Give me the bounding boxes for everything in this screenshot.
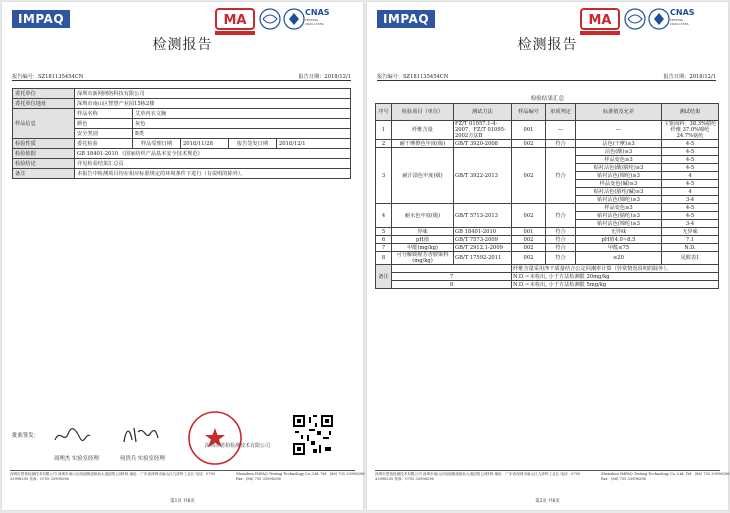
cell-verdict: 符合 (546, 204, 576, 228)
cell-result: 4-5 (662, 212, 719, 220)
sample-name-value: 艾草内衣文胸 (133, 109, 351, 119)
impaq-logo: IMPAQ (12, 10, 70, 28)
results-table (375, 103, 719, 289)
table-row (13, 159, 351, 169)
table-row (376, 148, 719, 156)
cell-result: 4 (662, 188, 719, 196)
header-divider (12, 80, 351, 81)
footer-contact: Shenzhen IMPAQ Testing Technology Co.,Ltd. Tel：(86) 755 33998296 Fax：(86) 755 33998296 (601, 472, 730, 481)
cell-item: 甲醛(mg/kg) (392, 244, 454, 252)
cell-item: 耐汗渍色牢度(级) (392, 148, 454, 204)
report-date: 报告日期：2018/12/1 (298, 74, 351, 80)
cell-no: 1 (376, 121, 392, 140)
client-label: 委托单位 (13, 89, 75, 99)
table-row (13, 149, 351, 159)
safety-class-value: B类 (133, 129, 351, 139)
table-row (13, 89, 351, 99)
cell-standard: 甲醛≤75 (576, 244, 662, 252)
cell-standard: ≤20 (576, 252, 662, 265)
cell-result: 4-5 (662, 156, 719, 164)
table-row (376, 252, 719, 265)
cell-method: GB/T 5713-2013 (454, 204, 512, 228)
cell-standard: pH值4.0~8.5 (576, 236, 662, 244)
page-footer (375, 470, 730, 481)
sample-info-label: 样品信息 (13, 109, 75, 139)
cell-standard: 无异味 (576, 228, 662, 236)
report-info-table (12, 88, 351, 179)
table-row (376, 244, 719, 252)
conclusion-label: 检验结论 (13, 159, 75, 169)
report-page-2 (367, 2, 728, 510)
cell-no: 5 (376, 228, 392, 236)
ilac-mark-icon (624, 8, 646, 30)
cnas-text-icon: CNAS TESTING CNAS L5556 (305, 8, 330, 26)
cell-standard: 样品变色(碱)≥3 (576, 180, 662, 188)
footer-address: 深圳市恩柏检测技术有限公司 深圳市南山区西丽街道留仙大道创智云城1栋 地址：广东省深圳市南山区九祥岭工业区 电话：0755 33998295 传真：0755 33998296 (375, 472, 581, 481)
cell-standard: 贴衬沾色(腈纶/碱)≥3 (576, 188, 662, 196)
cell-item: 可分解致癌芳香胺染料(mg/kg) (392, 252, 454, 265)
cell-no: 2 (376, 140, 392, 148)
cell-result: 4-5 (662, 204, 719, 212)
results-caption: 检验结果汇总 (530, 96, 565, 102)
basis-label: 检验依据 (13, 149, 75, 159)
cell-result: 4-5 (662, 164, 719, 172)
table-header-row (376, 104, 719, 121)
cell-no: 7 (376, 244, 392, 252)
cell-sample-no: 002 (512, 244, 546, 252)
cell-result: 4-5 (662, 148, 719, 156)
ilac-mark-icon (259, 8, 281, 30)
footer-address: 深圳市恩柏检测技术有限公司 深圳市南山区西丽街道留仙大道创智云城1栋 地址：广东省深圳市南山区九祥岭工业区 电话：0755 33998295 传真：0755 33998296 (10, 472, 216, 481)
col-header-method: 测试方法 (454, 104, 512, 121)
cell-standard: 样品变色≥3 (576, 156, 662, 164)
cell-result: 4 (662, 172, 719, 180)
col-header-no: 序号 (376, 104, 392, 121)
col-header-verdict: 单项判定 (546, 104, 576, 121)
color-label: 颜色 (75, 119, 133, 129)
page-footer (10, 470, 365, 481)
cell-no: 3 (376, 148, 392, 204)
note-ref (392, 265, 512, 273)
color-value: 灰色 (133, 119, 351, 129)
client-address-label: 委托单位地址 (13, 99, 75, 109)
table-row (376, 140, 719, 148)
approval-label: 批准签发： (12, 433, 39, 439)
cell-item: 耐干摩擦色牢度(级) (392, 140, 454, 148)
cell-verdict: — (546, 121, 576, 140)
cell-standard: — (576, 121, 662, 140)
page-title: 检测报告 (517, 37, 578, 53)
test-type-label: 检验性质 (13, 139, 75, 149)
table-row (13, 139, 351, 149)
table-row (13, 169, 351, 179)
cell-standard: 样品变色≥3 (576, 204, 662, 212)
cell-verdict: 符合 (546, 148, 576, 204)
cell-verdict: 符合 (546, 140, 576, 148)
cell-verdict: 符合 (546, 228, 576, 236)
signer-1: 周理杰 实验室经理 (54, 456, 99, 462)
cell-no: 8 (376, 252, 392, 265)
cell-no: 4 (376, 204, 392, 228)
cell-result: 无异味 (662, 228, 719, 236)
cell-standard: 贴衬沾色(锦纶)≥3 (576, 172, 662, 180)
certification-marks (580, 8, 710, 34)
report-number: 报告编号：SZ181135454CN (12, 74, 84, 80)
qr-code-icon (291, 413, 335, 457)
note-ref: 7 (392, 273, 512, 281)
cell-method: GB 18401-2010 (454, 228, 512, 236)
col-header-sample-no: 样品编号 (512, 104, 546, 121)
col-header-result: 测试结果 (662, 104, 719, 121)
cell-method: GB/T 7573-2009 (454, 236, 512, 244)
cell-standard: 贴衬沾色(酸/腈纶)≥3 (576, 164, 662, 172)
note-ref: 8 (392, 281, 512, 289)
page-number: 第1页 共6页 (170, 499, 195, 504)
cell-sample-no: 002 (512, 252, 546, 265)
note-text: N.D.＝未检出, 小于方法检测限 5mg/kg (512, 281, 719, 289)
cell-method: GB/T 3920-2008 (454, 140, 512, 148)
svg-text:MA: MA (588, 13, 612, 28)
signer-2: 何贵兵 实验室经理 (120, 456, 165, 462)
cell-sample-no: 001 (512, 228, 546, 236)
cell-sample-no: 002 (512, 204, 546, 228)
signature-1-icon (52, 426, 92, 446)
cell-method: GB/T 17592-2011 (454, 252, 512, 265)
cell-standard: 沾色(酸)≥3 (576, 148, 662, 156)
company-seal-icon (187, 410, 243, 466)
table-row (13, 109, 351, 119)
cell-sample-no: 001 (512, 121, 546, 140)
footer-contact: Shenzhen IMPAQ Testing Technology Co.,Ltd. Tel：(86) 755 33998296 Fax：(86) 755 33998296 (236, 472, 365, 481)
note-row (376, 273, 719, 281)
cell-result: 7.1 (662, 236, 719, 244)
note-text: 纤维含量采用净干质量结合公定回潮率计算（异常情况说明的除外）。 (512, 265, 719, 273)
page-title: 检测报告 (152, 37, 213, 53)
cell-standard: 贴衬沾色(锦纶)≥3 (576, 196, 662, 204)
safety-class-label: 安全类别 (75, 129, 133, 139)
signature-2-icon (120, 424, 160, 446)
cell-result: 主要面料：38.3%腈纶纤维 37.0%锦纶 24.7%氨纶 (662, 121, 719, 140)
received-date-value: 2018/11/28 (181, 139, 229, 149)
table-row (376, 121, 719, 140)
client-value: 深圳市新网网络科技有限公司 (75, 89, 351, 99)
cell-standard: 沾色(干摩)≥3 (576, 140, 662, 148)
cell-method: FZ/T 01057.1-4-2007、FZ/T 01095-2002方法B (454, 121, 512, 140)
seal-caption: 深圳市恩柏检测技术有限公司 (205, 443, 271, 449)
issue-date-label: 报告签发日期 (229, 139, 277, 149)
client-address-value: 深圳市南山区智慧产业园15栋2楼 (75, 99, 351, 109)
note-row (376, 281, 719, 289)
table-row (376, 228, 719, 236)
cell-item: 异味 (392, 228, 454, 236)
cell-item: 耐水色牢度(级) (392, 204, 454, 228)
cell-sample-no: 002 (512, 140, 546, 148)
cell-standard: 贴衬沾色(腈纶)≥3 (576, 212, 662, 220)
cell-result: 见附表1 (662, 252, 719, 265)
cell-sample-no: 002 (512, 148, 546, 204)
cnas-text-icon: CNAS TESTING CNAS L5556 (670, 8, 695, 26)
table-row (376, 236, 719, 244)
cell-result: 3-4 (662, 220, 719, 228)
conclusion-value: 详见检验结果汇总页 (75, 159, 351, 169)
note-text: N.D.＝未检出, 小于方法检测限 20mg/kg (512, 273, 719, 281)
cell-item: pH值 (392, 236, 454, 244)
received-date-label: 样品受理日期 (133, 139, 181, 149)
col-header-standard: 标准值及允差 (576, 104, 662, 121)
sample-name-label: 样品名称 (75, 109, 133, 119)
note-row (376, 265, 719, 273)
cma-mark-icon (215, 8, 255, 30)
certification-marks (215, 8, 345, 34)
svg-text:MA: MA (223, 13, 247, 28)
page-number: 第2页 共6页 (535, 499, 560, 504)
report-number: 报告编号：SZ181135454CN (377, 74, 449, 80)
cell-result: 3-4 (662, 196, 719, 204)
header-divider (377, 80, 716, 81)
cell-verdict: 符合 (546, 252, 576, 265)
cell-method: GB/T 2912.1-2009 (454, 244, 512, 252)
cell-result: 4-5 (662, 180, 719, 188)
issue-date-value: 2018/12/1 (277, 139, 351, 149)
cell-result: 4-5 (662, 140, 719, 148)
report-date: 报告日期：2018/12/1 (663, 74, 716, 80)
col-header-item: 检验项目（单位） (392, 104, 454, 121)
test-type-value: 委托检验 (75, 139, 133, 149)
remark-label: 备注 (13, 169, 75, 179)
cell-method: GB/T 3922-2013 (454, 148, 512, 204)
table-row (13, 99, 351, 109)
cnas-mark-icon (648, 8, 670, 30)
cma-mark-icon (580, 8, 620, 30)
cell-no: 6 (376, 236, 392, 244)
notes-label: 备注 (376, 265, 392, 289)
cell-verdict: 符合 (546, 236, 576, 244)
cnas-mark-icon (283, 8, 305, 30)
cell-result: N.D. (662, 244, 719, 252)
cell-item: 纤维含量 (392, 121, 454, 140)
cell-sample-no: 002 (512, 236, 546, 244)
report-page-1 (2, 2, 363, 510)
cell-verdict: 符合 (546, 244, 576, 252)
impaq-logo: IMPAQ (377, 10, 435, 28)
basis-value: GB 18401-2010 《国家纺织产品基本安全技术规范》 (75, 149, 351, 159)
cell-standard: 贴衬沾色(锦纶)≥3 (576, 220, 662, 228)
remark-value: 本报告中检测项目均在相应标准规定的环境条件下进行（有说明的除外）。 (75, 169, 351, 179)
table-row (376, 204, 719, 212)
